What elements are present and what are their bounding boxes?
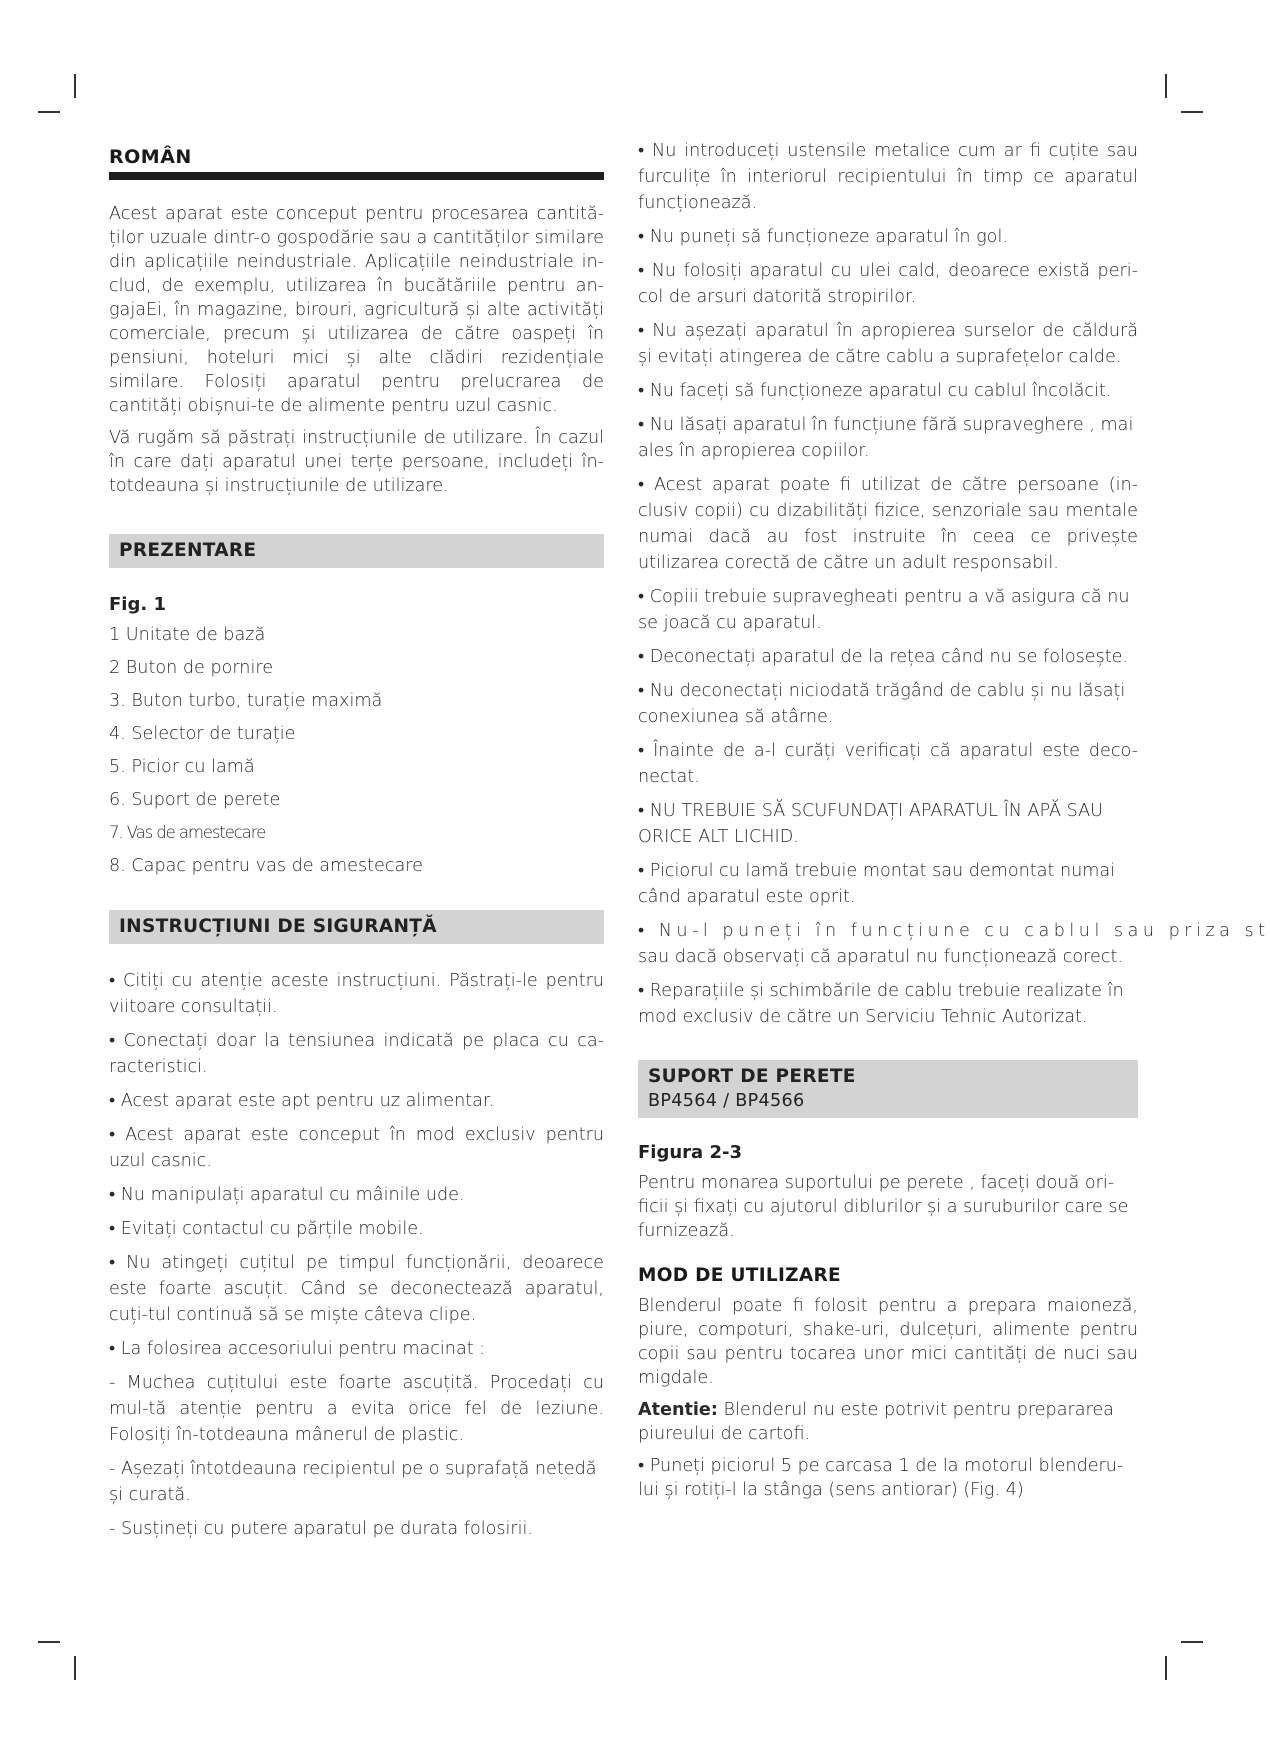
safety-bullet: • Nu lăsați aparatul în funcțiune fără supraveghere , mai ales în apropierea copiilor. (638, 415, 1134, 461)
safety-bullet: - Susțineți cu putere aparatul pe durata folosirii. (109, 1519, 534, 1539)
safety-bullet: • La folosirea accesoriului pentru macinat : (109, 1339, 486, 1359)
attention-text: Blenderul nu este potrivit pentru prepararea piureului de cartofi. (638, 1400, 1114, 1444)
usage-heading: MOD DE UTILIZARE (638, 1265, 841, 1286)
list-item: 7. Vas de amestecare (109, 823, 266, 842)
safety-bullet: • Nu așezați aparatul în apropierea surselor de căldură și evitați atingerea de către cablu a suprafețelor calde. (638, 321, 1138, 367)
list-item: 2 Buton de pornire (109, 658, 274, 678)
list-item: 1 Unitate de bază (109, 625, 266, 645)
list-item: 5. Picior cu lamă (109, 757, 255, 777)
fig-label: Figura 2-3 (638, 1142, 742, 1163)
language-title: ROMÂN (109, 146, 604, 180)
crop-mark (1181, 1641, 1203, 1643)
list-item: 3. Buton turbo, turație maximă (109, 691, 383, 711)
safety-bullet: • Conectați doar la tensiunea indicată pe placa cu ca-racteristici. (109, 1031, 604, 1077)
safety-bullet: • Nu folosiți aparatul cu ulei cald, deoarece există peri-col de arsuri datorită stropirilor. (638, 261, 1138, 307)
safety-bullet: • Citiți cu atenție aceste instrucțiuni. Păstrați-le pentru viitoare consultații. (109, 971, 604, 1017)
attention-label: Atentie: (638, 1400, 718, 1420)
wall-mount-models: BP4564 / BP4566 (648, 1091, 805, 1111)
usage-attention (638, 1398, 1138, 1446)
crop-mark (1181, 111, 1203, 113)
wall-mount-heading (638, 1060, 1138, 1118)
safety-heading: INSTRUCȚIUNI DE SIGURANȚĂ (109, 910, 604, 944)
safety-bullet-continuation: sau dacă observați că aparatul nu funcționează corect. (638, 947, 1123, 967)
list-item: 6. Suport de perete (109, 790, 281, 810)
safety-bullet: • Deconectați aparatul de la rețea când nu se folosește. (638, 647, 1129, 667)
prezentare-heading: PREZENTARE (109, 534, 604, 568)
usage-text: Blenderul poate fi folosit pentru a prepara maioneză, piure, compoturi, shake-uri, dulcețuri, alimente pentru copii sau pentru tocarea unor mici cantități de nuci sau migdale. (638, 1296, 1138, 1388)
safety-bullet-spaced: • Nu-l puneți în funcțiune cu cablul sau priza st (638, 921, 1270, 941)
right-column (638, 138, 1270, 1510)
safety-bullet: • Nu puneți să funcționeze aparatul în gol. (638, 227, 1008, 247)
crop-mark (38, 111, 60, 113)
left-column (109, 138, 604, 1550)
wall-mount-text: Pentru monarea suportului pe perete , faceți două ori-ficii și fixați cu ajutorul diblurilor și a suruburilor care se furnizează. (638, 1173, 1129, 1241)
safety-bullet: • Nu atingeți cuțitul pe timpul funcționării, deoarece este foarte ascuțit. Când se deconectează aparatul, cuți-tul continuă să se miște câteva clipe. (109, 1253, 604, 1325)
safety-bullet: • Nu faceți să funcționeze aparatul cu cablul încolăcit. (638, 381, 1112, 401)
safety-bullet: - Muchea cuțitului este foarte ascuțită. Procedați cu mul-tă atenție pentru a evita orice fel de leziune. Folosiți în-totdeauna mânerul de plastic. (109, 1373, 604, 1445)
safety-bullet: • Nu deconectați niciodată trăgând de cablu și nu lăsați conexiunea să atârne. (638, 681, 1126, 727)
safety-bullet: • Nu introduceți ustensile metalice cum ar fi cuțite sau furculițe în interiorul recipientului în timp ce aparatul funcționează. (638, 141, 1138, 213)
safety-bullet: • Acest aparat este apt pentru uz alimentar. (109, 1091, 495, 1111)
crop-mark (74, 74, 76, 98)
fig-label: Fig. 1 (109, 594, 166, 615)
intro-paragraph: Vă rugăm să păstrați instrucțiunile de utilizare. În cazul în care dați aparatul unei terțe persoane, includeți în-totdeauna și instrucțiunile de utilizare. (109, 428, 604, 496)
safety-bullet: • Acest aparat poate fi utilizat de către persoane (in-clusiv copii) cu dizabilități fizice, senzoriale sau mentale numai dacă au fost instruite în ceea ce privește utilizarea corectă de către un adult responsabil. (638, 475, 1138, 573)
safety-bullet: • Copiii trebuie supravegheati pentru a vă asigura că nu se joacă cu aparatul. (638, 587, 1130, 633)
safety-bullet: • Acest aparat este conceput în mod exclusiv pentru uzul casnic. (109, 1125, 604, 1171)
safety-bullet: • Evitați contactul cu părțile mobile. (109, 1219, 424, 1239)
safety-bullet: • Înainte de a-l curăți verificați că aparatul este deco-nectat. (638, 741, 1138, 787)
crop-mark (74, 1656, 76, 1680)
safety-bullet: • Reparațiile și schimbările de cablu trebuie realizate în mod exclusiv de către un Serviciu Tehnic Autorizat. (638, 981, 1124, 1027)
wall-mount-title: SUPORT DE PERETE (648, 1066, 856, 1087)
safety-bullet: • Nu manipulați aparatul cu mâinile ude. (109, 1185, 465, 1205)
intro-paragraph: Acest aparat este conceput pentru procesarea cantită-ților uzuale dintr-o gospodărie sau a cantităților similare din aplicațiile neindustriale. Aplicațiile neindustriale in-clud, de exemplu, utilizarea în bucătăriile pentru an-gajaEi, în magazine, birouri, agricultură și alte activități comerciale, precum și utilizarea de către oaspeți în pensiuni, hoteluri mici și alte clădiri rezidențiale similare. Folosiți aparatul pentru prelucrarea de cantități obișnui-te de alimente pentru uzul casnic. (109, 204, 604, 416)
safety-bullet: - Așezați întotdeauna recipientul pe o suprafață netedă și curată. (109, 1459, 597, 1505)
crop-mark (1165, 74, 1167, 98)
usage-bullet: • Puneți piciorul 5 pe carcasa 1 de la motorul blenderu-lui și rotiți-l la stânga (sens antiorar) (Fig. 4) (638, 1456, 1124, 1500)
list-item: 8. Capac pentru vas de amestecare (109, 856, 423, 876)
safety-bullet: • Piciorul cu lamă trebuie montat sau demontat numai când aparatul este oprit. (638, 861, 1116, 907)
list-item: 4. Selector de turație (109, 724, 296, 744)
safety-bullet: • NU TREBUIE SĂ SCUFUNDAȚI APARATUL ÎN APĂ SAU ORICE ALT LICHID. (638, 801, 1104, 847)
crop-mark (1165, 1656, 1167, 1680)
crop-mark (38, 1641, 60, 1643)
